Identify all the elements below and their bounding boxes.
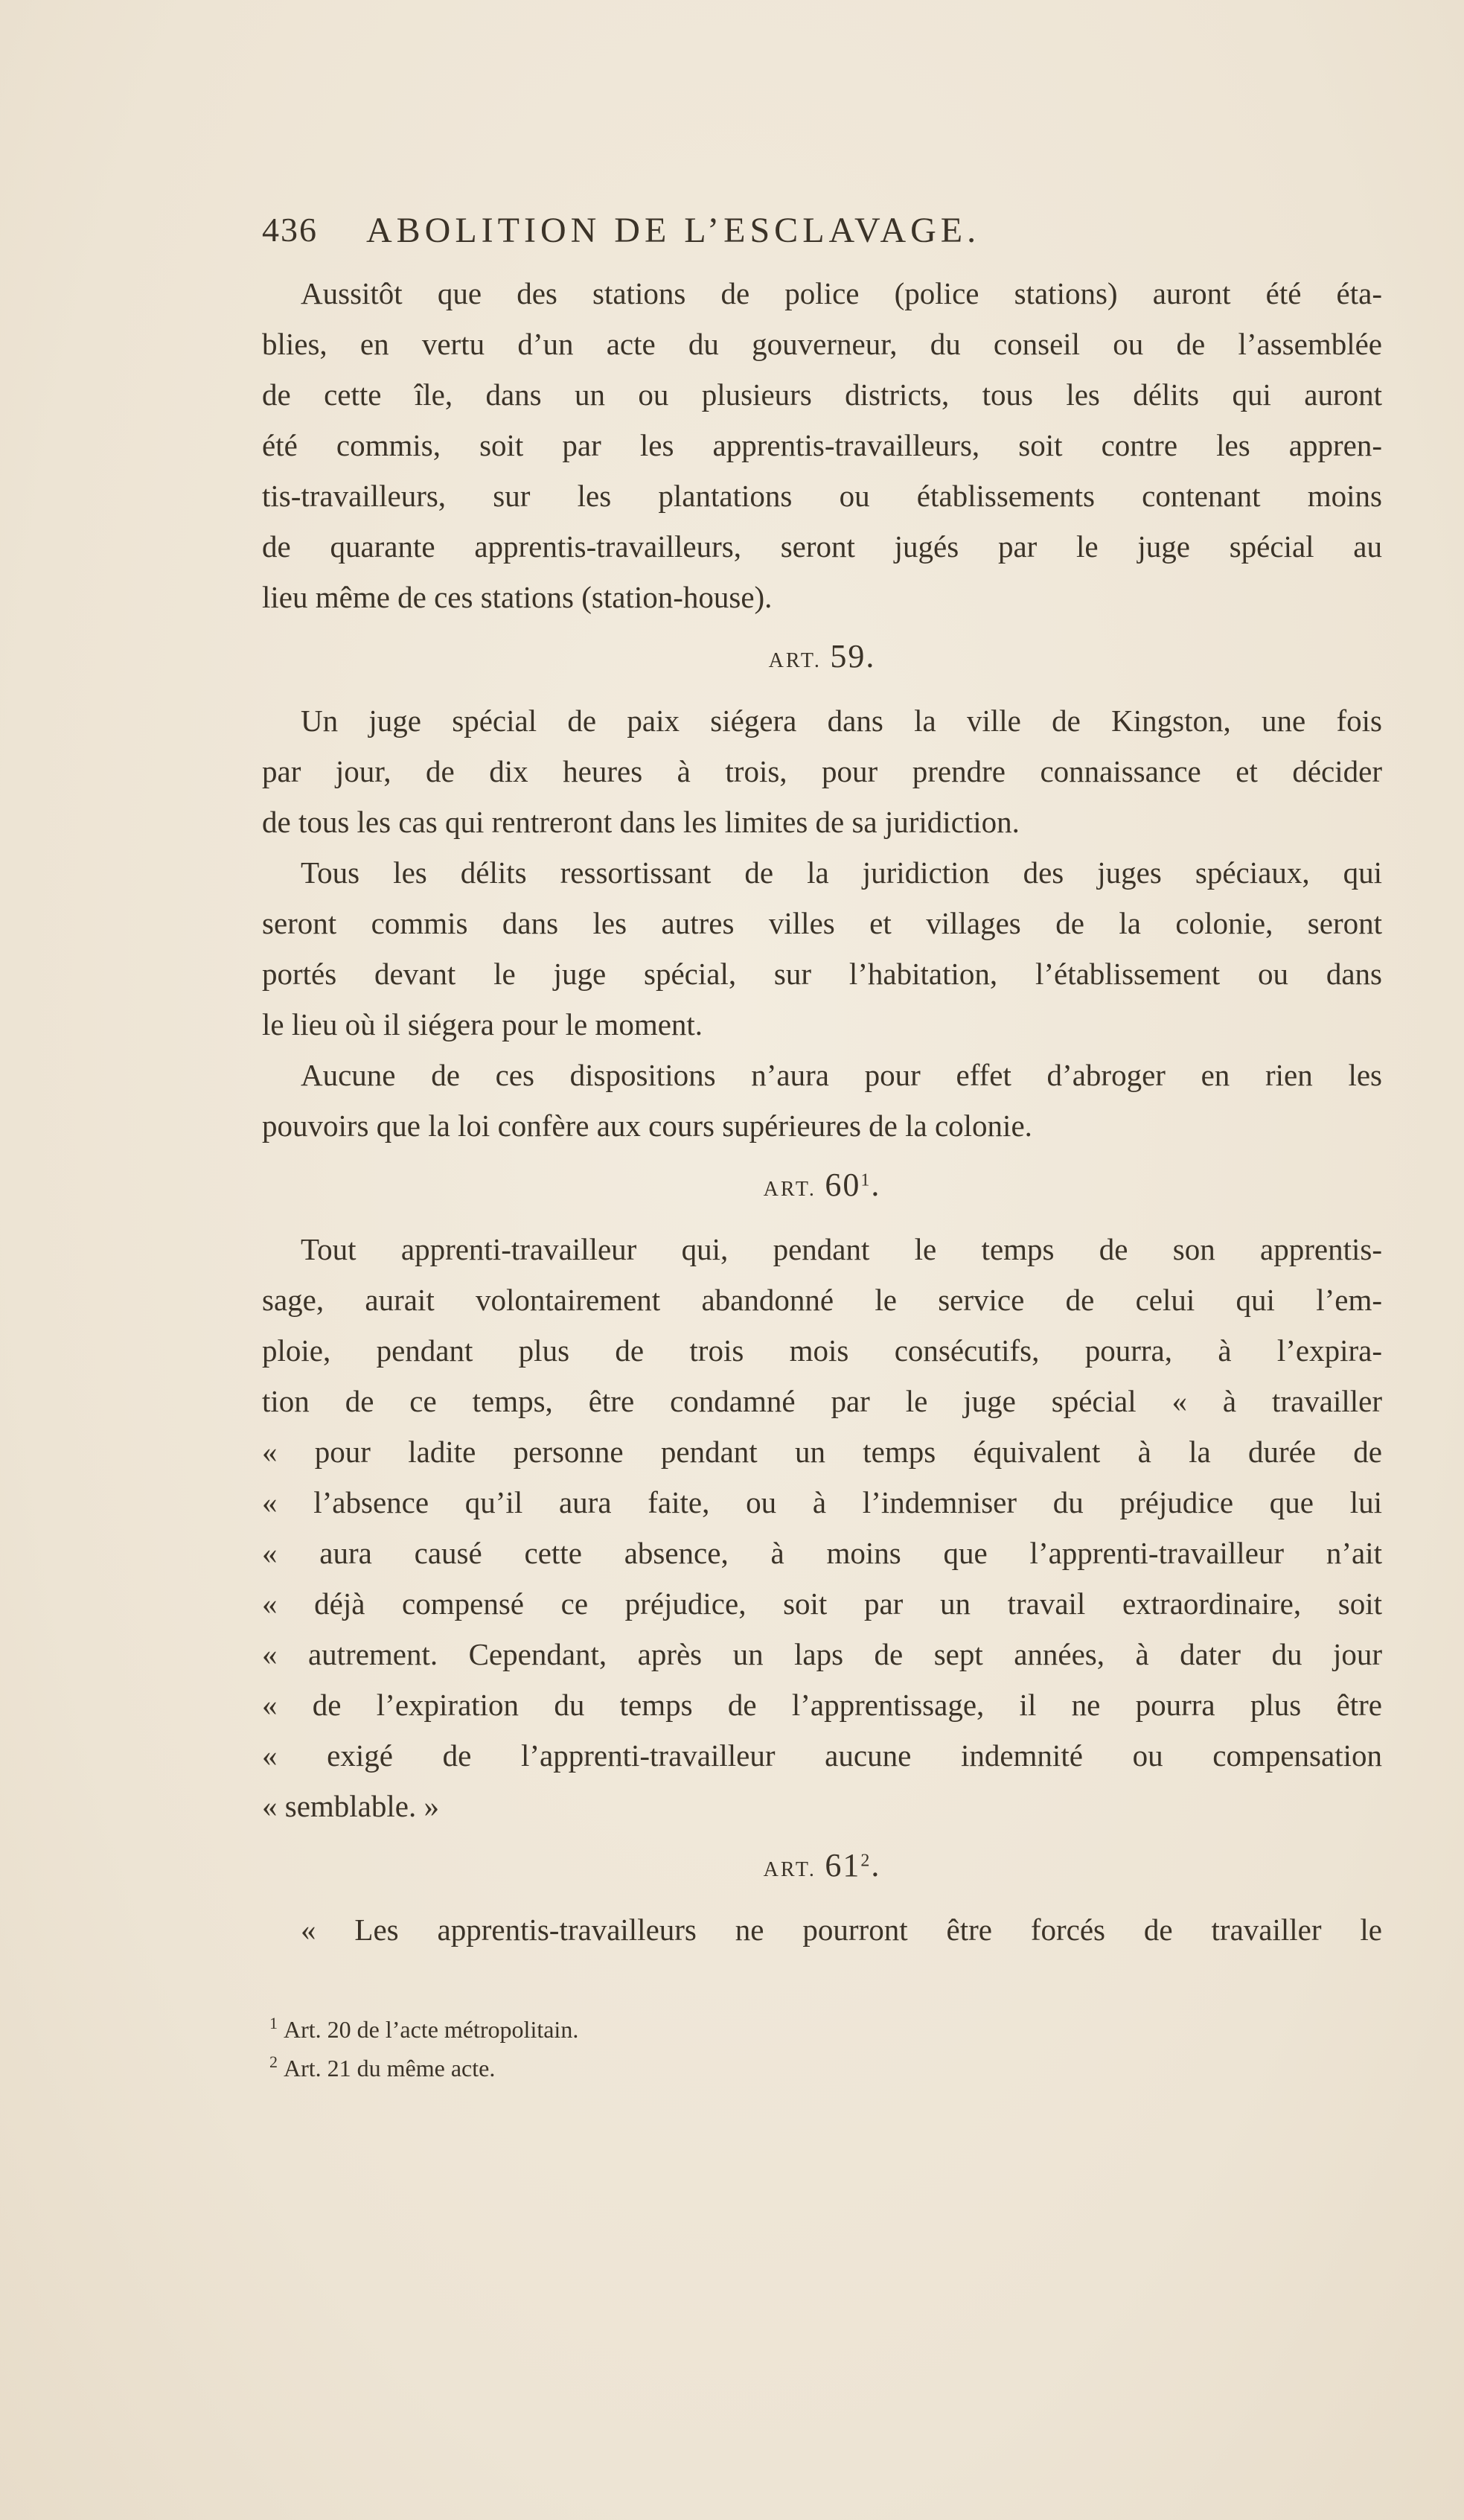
text-line: « pour ladite personne pendant un temps équivalent à la durée de <box>262 1435 1382 1469</box>
footnote-mark: 1 <box>269 2014 278 2033</box>
text-line: « semblable. » <box>262 1789 439 1823</box>
footnote <box>269 2049 1163 2087</box>
article-number: 60 <box>825 1167 861 1203</box>
text-line: Tous les délits ressortissant de la juridiction des juges spéciaux, qui <box>301 855 1382 890</box>
article-heading: ART. $60^1$. <box>763 1167 881 1203</box>
text-line: sage, aurait volontairement abandonné le service de celui qui l’em- <box>262 1283 1382 1317</box>
paragraph <box>262 1224 1382 1831</box>
article-label: ART. <box>763 1858 816 1881</box>
footnote-ref: 1 <box>860 1170 872 1190</box>
page-number: 436 <box>262 211 318 249</box>
article-number: 59. <box>830 638 876 674</box>
text-line: de tous les cas qui rentreront dans les limites de sa juridiction. <box>262 805 1020 839</box>
paragraph <box>262 268 1382 622</box>
text-line: pouvoirs que la loi confère aux cours supérieures de la colonie. <box>262 1109 1032 1143</box>
article-heading <box>262 631 1382 682</box>
footnote-ref: 2 <box>860 1851 872 1871</box>
text-line: ploie, pendant plus de trois mois consécutifs, pourra, à l’expira- <box>262 1333 1382 1368</box>
footnote-text: Art. 21 du même acte. <box>284 2055 496 2082</box>
text-line: « de l’expiration du temps de l’apprentissage, il ne pourra plus être <box>262 1688 1382 1722</box>
text-line: « exigé de l’apprenti-travailleur aucune indemnité ou compensation <box>262 1738 1382 1773</box>
footnote <box>269 2010 1163 2049</box>
text-line: Aucune de ces dispositions n’aura pour effet d’abroger en rien les <box>301 1058 1382 1092</box>
footnote-mark: 2 <box>269 2052 278 2072</box>
text-line: blies, en vertu d’un acte du gouverneur, du conseil ou de l’assemblée <box>262 327 1382 361</box>
text-line: de cette île, dans un ou plusieurs districts, tous les délits qui auront <box>262 377 1382 412</box>
paragraph <box>262 1904 1382 1955</box>
article-label: ART. <box>763 1178 816 1201</box>
text-line: Tout apprenti-travailleur qui, pendant le temps de son apprentis- <box>301 1232 1382 1266</box>
page-header <box>262 210 1378 262</box>
text-line: « Les apprentis-travailleurs ne pourront être forcés de travailler le <box>301 1913 1382 1947</box>
article-label: ART. <box>768 649 822 672</box>
text-line: tion de ce temps, être condamné par le juge spécial « à travailler <box>262 1384 1382 1418</box>
text-line: lieu même de ces stations (station-house). <box>262 580 773 614</box>
text-line: tis-travailleurs, sur les plantations ou établissements contenant moins <box>262 479 1382 513</box>
text-line: par jour, de dix heures à trois, pour prendre connaissance et décider <box>262 754 1382 788</box>
paragraph <box>262 847 1382 1050</box>
paragraph <box>262 695 1382 847</box>
text-line: « l’absence qu’il aura faite, ou à l’indemniser du préjudice que lui <box>262 1485 1382 1519</box>
text-line: Aussitôt que des stations de police (police stations) auront été éta- <box>301 276 1382 310</box>
text-line: le lieu où il siégera pour le moment. <box>262 1007 703 1042</box>
text-line: « déjà compensé ce préjudice, soit par un travail extraordinaire, soit <box>262 1586 1382 1621</box>
text-line: « autrement. Cependant, après un laps de sept années, à dater du jour <box>262 1637 1382 1671</box>
text-line: Un juge spécial de paix siégera dans la ville de Kingston, une fois <box>301 704 1382 738</box>
running-title: ABOLITION DE L’ESCLAVAGE. <box>366 211 981 250</box>
page-body <box>262 268 1382 1955</box>
article-number: 61 <box>825 1847 861 1883</box>
paragraph <box>262 1050 1382 1151</box>
footnotes <box>269 2010 1163 2087</box>
text-line: « aura causé cette absence, à moins que l’apprenti-travailleur n’ait <box>262 1536 1382 1570</box>
text-line: portés devant le juge spécial, sur l’habitation, l’établissement ou dans <box>262 957 1382 991</box>
text-line: de quarante apprentis-travailleurs, seront jugés par le juge spécial au <box>262 529 1382 564</box>
footnote-text: Art. 20 de l’acte métropolitain. <box>284 2016 579 2043</box>
text-line: seront commis dans les autres villes et villages de la colonie, seront <box>262 906 1382 940</box>
text-line: été commis, soit par les apprentis-travailleurs, soit contre les appren- <box>262 428 1382 462</box>
article-heading: ART. $61^2$. <box>763 1847 881 1883</box>
